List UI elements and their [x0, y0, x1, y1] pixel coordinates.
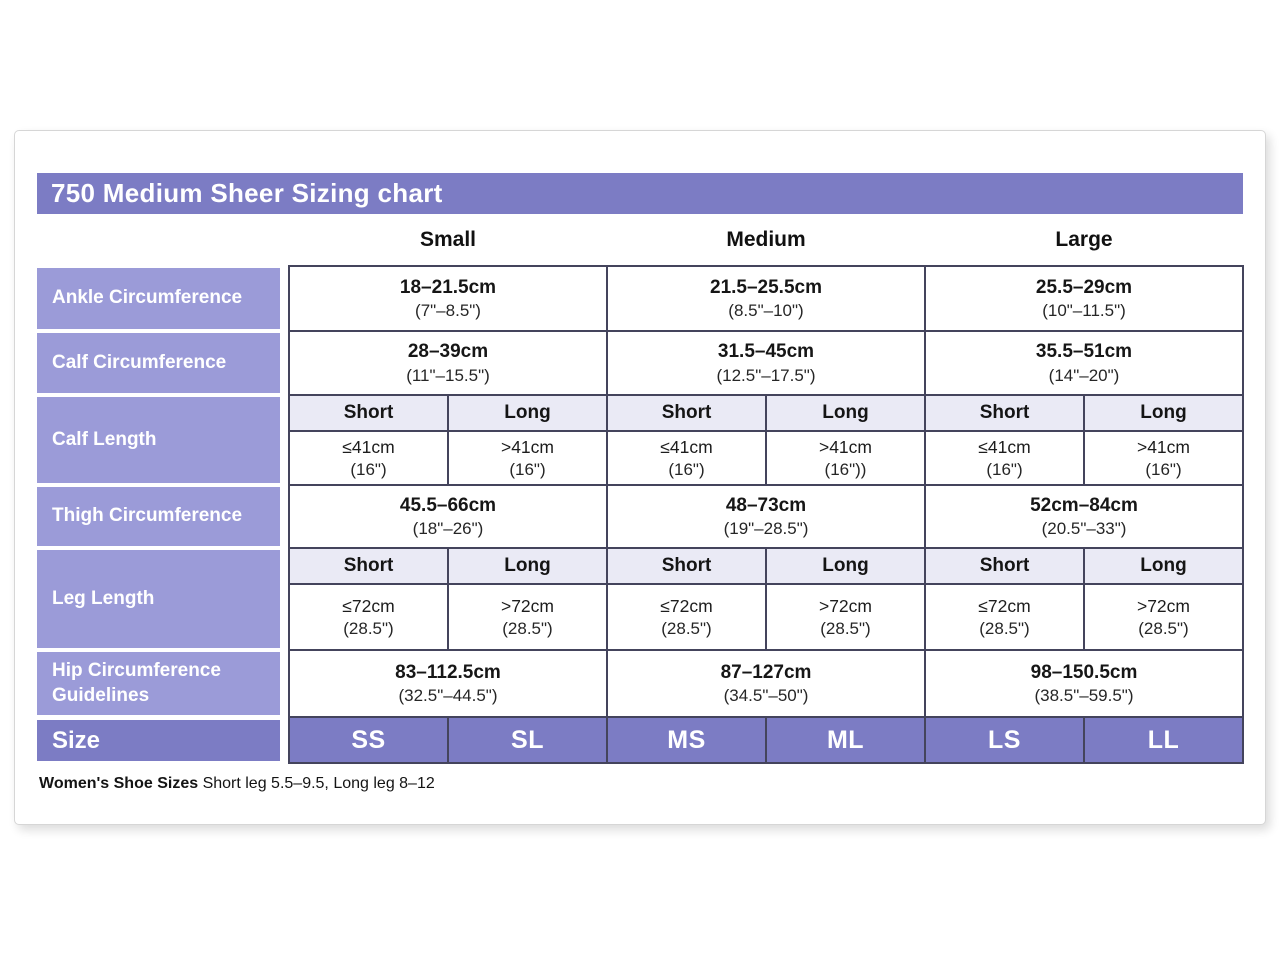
- calf-length-small-short-value: ≤41cm (16"): [289, 431, 448, 485]
- hip-large-value: 98–150.5cm (38.5"–59.5"): [925, 650, 1243, 717]
- calf-circ-medium-value: 31.5–45cm (12.5"–17.5"): [607, 331, 925, 395]
- leg-length-medium-short-value: ≤72cm (28.5"): [607, 584, 766, 650]
- ankle-medium-value: 21.5–25.5cm (8.5"–10"): [607, 266, 925, 331]
- row-hip-circumference: [37, 650, 1243, 717]
- leg-length-small-short-value: ≤72cm (28.5"): [289, 584, 448, 650]
- hip-medium-value: 87–127cm (34.5"–50"): [607, 650, 925, 717]
- shoe-sizes-footnote: [39, 775, 1243, 793]
- row-calf-length-subheader: [37, 395, 1243, 431]
- calf-circ-small-value: 28–39cm (11"–15.5"): [289, 331, 607, 395]
- row-label-leg-length: Leg Length: [37, 548, 289, 650]
- calf-circ-large-value: 35.5–51cm (14"–20"): [925, 331, 1243, 395]
- subheader-small-short: Short: [289, 395, 448, 431]
- size-code-ms: MS: [607, 717, 766, 763]
- row-leg-length-subheader: [37, 548, 1243, 584]
- thigh-medium-value: 48–73cm (19"–28.5"): [607, 485, 925, 548]
- subheader-leg-large-short: Short: [925, 548, 1084, 584]
- size-code-ml: ML: [766, 717, 925, 763]
- calf-length-medium-short-value: ≤41cm (16"): [607, 431, 766, 485]
- calf-length-small-long-value: >41cm (16"): [448, 431, 607, 485]
- row-label-ankle-circumference: Ankle Circumference: [37, 266, 289, 331]
- col-header-large: Large: [925, 214, 1243, 266]
- leg-length-large-long-value: >72cm (28.5"): [1084, 584, 1243, 650]
- chart-title: 750 Medium Sheer Sizing chart: [37, 173, 1243, 214]
- sizing-chart-card: [14, 130, 1266, 825]
- row-label-hip-circumference: Hip Circumference Guidelines: [37, 650, 289, 717]
- column-header-row: [37, 214, 1243, 266]
- col-header-medium: Medium: [607, 214, 925, 266]
- size-code-sl: SL: [448, 717, 607, 763]
- calf-length-large-long-value: >41cm (16"): [1084, 431, 1243, 485]
- footnote-bold-label: Women's Shoe Sizes: [39, 775, 199, 792]
- ankle-small-value: 18–21.5cm (7"–8.5"): [289, 266, 607, 331]
- thigh-small-value: 45.5–66cm (18"–26"): [289, 485, 607, 548]
- leg-length-medium-long-value: >72cm (28.5"): [766, 584, 925, 650]
- subheader-large-long: Long: [1084, 395, 1243, 431]
- thigh-large-value: 52cm–84cm (20.5"–33"): [925, 485, 1243, 548]
- size-code-ss: SS: [289, 717, 448, 763]
- subheader-leg-medium-short: Short: [607, 548, 766, 584]
- subheader-leg-medium-long: Long: [766, 548, 925, 584]
- subheader-leg-large-long: Long: [1084, 548, 1243, 584]
- subheader-medium-short: Short: [607, 395, 766, 431]
- corner-cell: [37, 214, 289, 266]
- row-size: [37, 717, 1243, 763]
- subheader-small-long: Long: [448, 395, 607, 431]
- ankle-large-value: 25.5–29cm (10"–11.5"): [925, 266, 1243, 331]
- col-header-small: Small: [289, 214, 607, 266]
- row-ankle-circumference: [37, 266, 1243, 331]
- subheader-large-short: Short: [925, 395, 1084, 431]
- hip-small-value: 83–112.5cm (32.5"–44.5"): [289, 650, 607, 717]
- subheader-leg-small-long: Long: [448, 548, 607, 584]
- size-code-ll: LL: [1084, 717, 1243, 763]
- leg-length-small-long-value: >72cm (28.5"): [448, 584, 607, 650]
- row-label-size: Size: [37, 717, 289, 763]
- row-label-thigh-circumference: Thigh Circumference: [37, 485, 289, 548]
- leg-length-large-short-value: ≤72cm (28.5"): [925, 584, 1084, 650]
- footnote-text: Short leg 5.5–9.5, Long leg 8–12: [202, 775, 435, 792]
- sizing-table: [37, 214, 1244, 764]
- row-label-calf-length: Calf Length: [37, 395, 289, 485]
- subheader-leg-small-short: Short: [289, 548, 448, 584]
- row-calf-circumference: [37, 331, 1243, 395]
- row-label-calf-circumference: Calf Circumference: [37, 331, 289, 395]
- size-code-ls: LS: [925, 717, 1084, 763]
- row-thigh-circumference: [37, 485, 1243, 548]
- subheader-medium-long: Long: [766, 395, 925, 431]
- calf-length-large-short-value: ≤41cm (16"): [925, 431, 1084, 485]
- calf-length-medium-long-value: >41cm (16")): [766, 431, 925, 485]
